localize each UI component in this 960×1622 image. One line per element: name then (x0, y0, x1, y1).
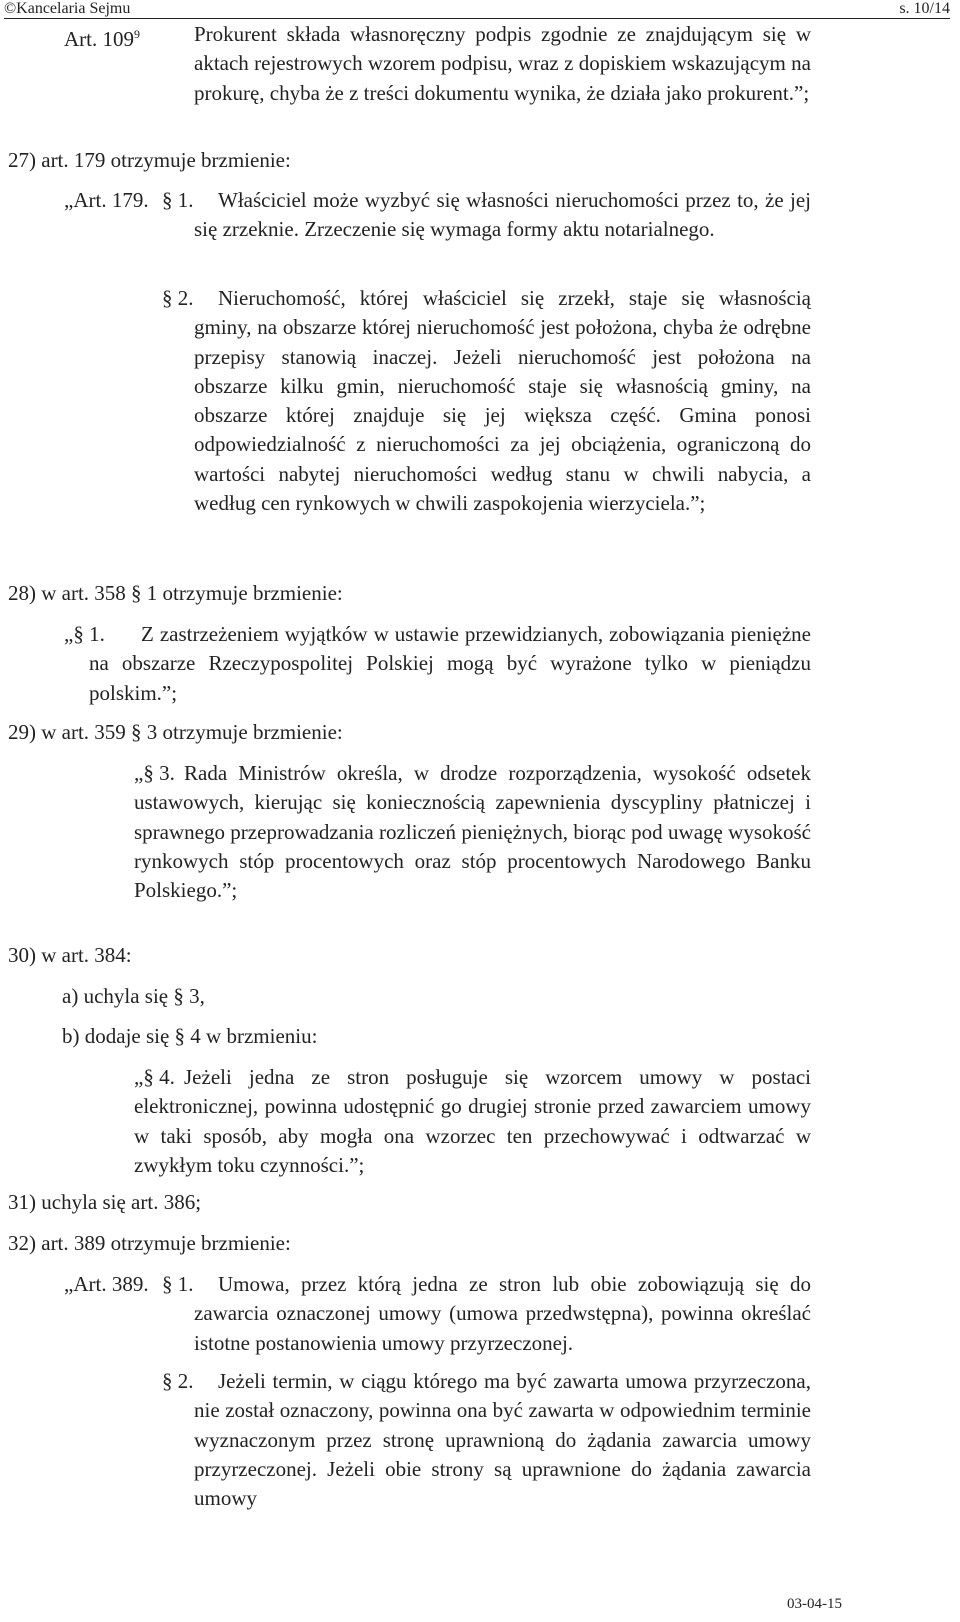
item30-text: Jeżeli jedna ze stron posługuje się wzorcem umowy w postaci elektronicznej, powinna udostępnić go drugiej stronie przed zawarciem umowy w taki sposób, aby mogła ona wzorzec ten przechowywać i odtwarzać w zwykłym toku czynności.”; (134, 1065, 811, 1177)
item32-p2-text: Jeżeli termin, w ciągu którego ma być zawarta umowa przyrzeczona, nie został oznaczony, powinna ona być zawarta w odpowiednim terminie wyznaczonym przez stronę uprawnioną do żądania zawarcia umowy przyrzeczonej. Jeżeli obie strony są uprawnione do żądania zawarcia umowy (194, 1369, 811, 1511)
footer-date: 03-04-15 (787, 1596, 842, 1612)
header-rule (4, 18, 950, 19)
item27-p1-sign: § 1. (162, 188, 194, 212)
art109-superscript: 9 (134, 27, 140, 41)
header-page-number: s. 10/14 (899, 0, 950, 17)
item28-sign: „§ 1. (64, 622, 105, 646)
item30-a: a) uchyla się § 3, (62, 984, 205, 1008)
item29-heading: 29) w art. 359 § 3 otrzymuje brzmienie: (8, 720, 343, 744)
art109-text: Prokurent składa własnoręczny podpis zgodnie ze znajdującym się w aktach rejestrowych wzorem podpisu, wraz z dopiskiem wskazującym na prokurę, chyba że z treści dokumentu wynika, że działa jako prokurent.”; (194, 22, 811, 105)
item32-heading: 32) art. 389 otrzymuje brzmienie: (8, 1231, 291, 1255)
item29-text: Rada Ministrów określa, w drodze rozporządzenia, wysokość odsetek ustawowych, kierując się koniecznością zapewnienia dyscypliny płatniczej i sprawnego przeprowadzania rozliczeń pieniężnych, biorąc pod uwagę wysokość rynkowych stóp procentowych oraz stóp procentowych Narodowego Banku Polskiego.”; (134, 761, 811, 903)
item32-p2-sign: § 2. (162, 1369, 194, 1393)
item27-heading: 27) art. 179 otrzymuje brzmienie: (8, 148, 291, 172)
item32-p1-text: Umowa, przez którą jedna ze stron lub obie zobowiązują się do zawarcia oznaczonej umowy (umowa przedwstępna), powinna określać istotne postanowienia umowy przyrzeczonej. (194, 1272, 811, 1355)
item31-heading: 31) uchyla się art. 386; (8, 1190, 202, 1214)
item28-text: Z zastrzeżeniem wyjątków w ustawie przewidzianych, zobowiązania pieniężne na obszarze Rzeczypospolitej Polskiej mogą być wyrażone tylko w pieniądzu polskim.”; (89, 622, 811, 705)
item27-p2-text: Nieruchomość, której właściciel się zrzekł, staje się własnością gminy, na obszarze której nieruchomość jest położona, chyba że odrębne przepisy stanowią inaczej. Jeżeli nieruchomość jest położona na obszarze kilku gmin, nieruchomość staje się własnością gminy, na obszarze której znajduje się jej większa część. Gmina ponosi odpowiedzialność z nieruchomości za jej obciążenia, ograniczoną do wartości nabytej nieruchomości według stanu w chwili nabycia, a według cen rynkowych w chwili zaspokojenia wierzyciela.”; (194, 286, 811, 516)
item27-art-label: „Art. 179. (64, 188, 149, 212)
item32-art-label: „Art. 389. (64, 1272, 149, 1296)
item28-heading: 28) w art. 358 § 1 otrzymuje brzmienie: (8, 581, 343, 605)
item30-sign: „§ 4. (134, 1065, 175, 1089)
item27-p1-text: Właściciel może wyzbyć się własności nieruchomości przez to, że jej się zrzeknie. Zrzeczenie się wymaga formy aktu notarialnego. (194, 188, 811, 242)
item27-p2-sign: § 2. (162, 286, 194, 310)
item29-sign: „§ 3. (134, 761, 175, 785)
header-source: ©Kancelaria Sejmu (4, 0, 131, 17)
item30-heading: 30) w art. 384: (8, 943, 132, 967)
art109-label: Art. $109^9$ (64, 27, 140, 51)
item32-p1-sign: § 1. (162, 1272, 194, 1296)
item30-b: b) dodaje się § 4 w brzmieniu: (62, 1024, 318, 1048)
